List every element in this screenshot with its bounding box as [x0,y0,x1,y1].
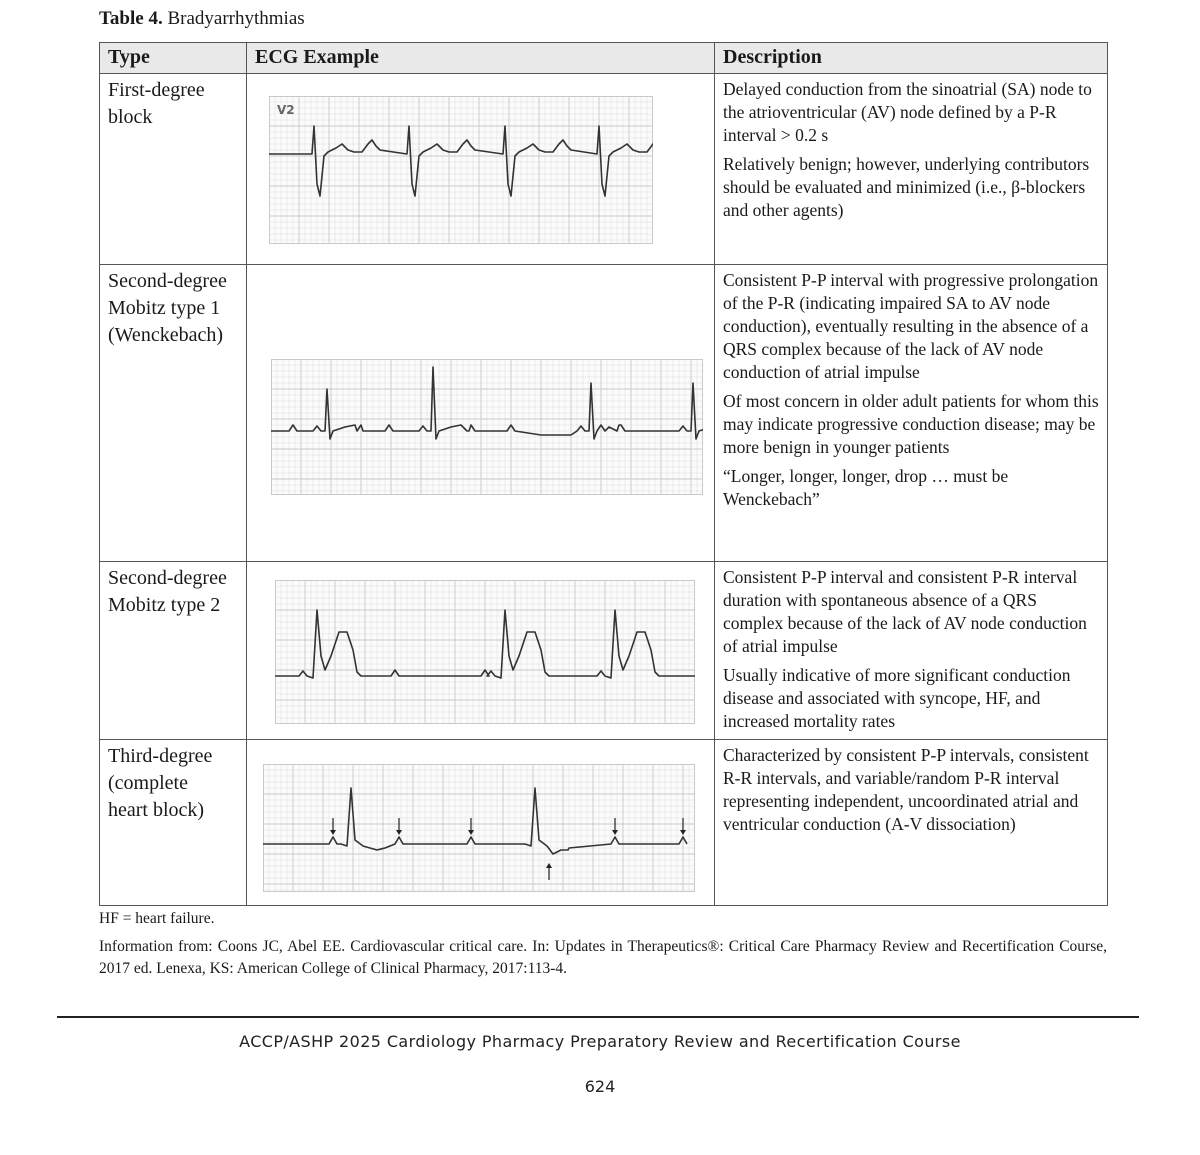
ecg-header: ECG Example [247,43,715,74]
type-line: Mobitz type 2 [108,594,221,616]
ecg-cell [247,562,715,740]
table-row [100,265,1108,562]
type-header: Type [100,43,247,74]
description-cell [715,74,1108,265]
table-row [100,562,1108,740]
ecg-cell [247,265,715,562]
ecg-strip-first-degree [269,96,653,244]
ecg-strip-mobitz-2 [275,580,695,724]
ecg-cell [247,74,715,265]
type-line: Third-degree [108,745,213,767]
footer-divider [57,1016,1139,1018]
type-line: Mobitz type 1 [108,297,221,319]
type-cell [100,74,247,265]
source-citation: Information from: Coons JC, Abel EE. Cardiovascular critical care. In: Updates in Therapeutics®: Critical Care Pharmacy Review and Recertification Course, 2017 ed. Lenexa, KS: American College of Clinical Pharmacy, 2017:113-4. [99,938,1107,977]
description-cell [715,740,1108,906]
header-row [100,43,1108,74]
type-line: Second-degree [108,567,227,589]
ecg-grid [269,96,653,244]
table-caption: Bradyarrhythmias [162,8,305,29]
ecg-grid [263,764,695,892]
type-line: heart block) [108,799,205,821]
ecg-strip-third-degree [263,764,695,892]
type-line: (complete [108,772,188,794]
ecg-grid [275,580,695,724]
type-line: First-degree [108,79,205,101]
description-paragraph: Of most concern in older adult patients for whom this may indicate progressive conduction disease; may be more benign in younger patients [723,391,1099,457]
course-title: ACCP/ASHP 2025 Cardiology Pharmacy Preparatory Review and Recertification Course [239,1032,961,1051]
table-row [100,74,1108,265]
table-row [100,740,1108,906]
ecg-grid [271,359,703,495]
description-paragraph: Consistent P-P interval with progressive prolongation of the P-R (indicating impaired SA to AV node conduction), eventually resulting in the absence of a QRS complex because of the lack of AV node conduction of atrial impulse [723,270,1099,382]
type-cell [100,265,247,562]
table-number: Table 4. [99,8,163,29]
description-cell [715,265,1108,562]
bradyarrhythmias-table [99,42,1108,906]
description-paragraph: “Longer, longer, longer, drop … must be Wenckebach” [723,466,1009,509]
type-line: Second-degree [108,270,227,292]
page-number: 624 [584,1077,616,1096]
description-paragraph: Consistent P-P interval and consistent P-R interval duration with spontaneous absence of a QRS complex because of the lack of AV node conduction of atrial impulse [723,567,1087,656]
description-paragraph: Delayed conduction from the sinoatrial (SA) node to the atrioventricular (AV) node defined by a P-R interval > 0.2 s [723,79,1092,145]
ecg-cell [247,740,715,906]
table-title [99,8,305,30]
description-paragraph: Relatively benign; however, underlying contributors should be evaluated and minimized (i.e., β-blockers and other agents) [723,154,1090,220]
type-line: block [108,106,153,128]
type-cell [100,740,247,906]
footnote: HF = heart failure. [99,910,215,927]
description-header: Description [715,43,1108,74]
description-paragraph: Usually indicative of more significant conduction disease and associated with syncope, HF, and increased mortality rates [723,665,1071,731]
ecg-strip-mobitz-1 [271,359,703,495]
type-cell [100,562,247,740]
lead-label: V2 [277,103,295,117]
description-paragraph: Characterized by consistent P-P intervals, consistent R-R intervals, and variable/random P-R interval representing independent, uncoordinated atrial and ventricular conduction (A-V dissociation) [723,745,1089,834]
description-cell [715,562,1108,740]
type-line: (Wenckebach) [108,324,223,346]
